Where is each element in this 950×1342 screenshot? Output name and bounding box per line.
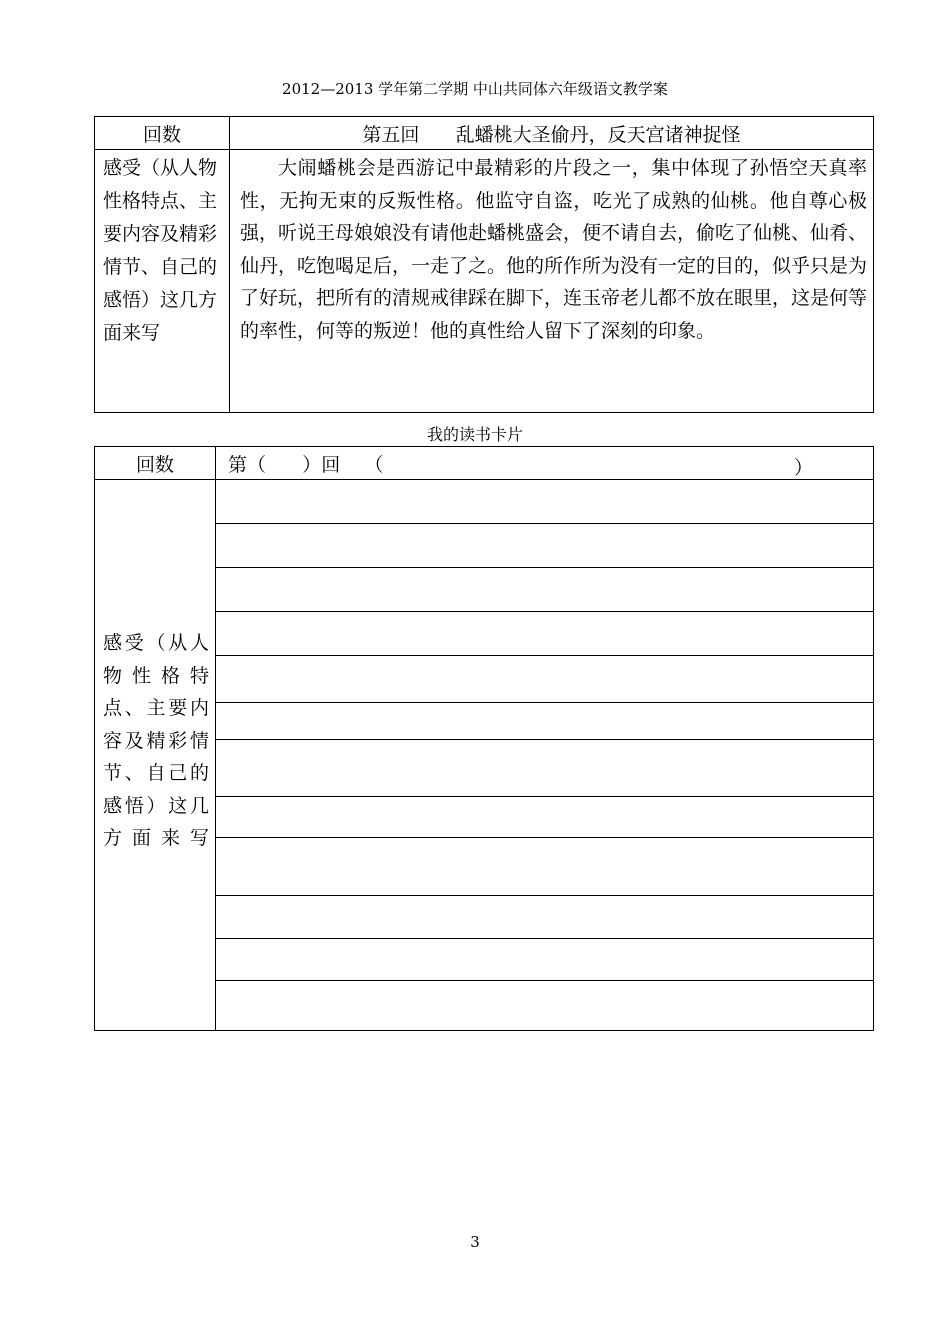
writing-line [216, 567, 873, 568]
chapter-prefix: 第（ ）回 （ [228, 453, 384, 476]
chapter-title: 第五回 乱蟠桃大圣偷丹，反天宫诸神捉怪 [230, 117, 874, 150]
feeling-label: 感受（从人物性格特点、主要内容及精彩情节、自己的感悟）这几方面来写 [103, 632, 209, 849]
example-reading-card [94, 116, 874, 413]
feeling-label-cell [95, 480, 216, 1031]
writing-line [216, 938, 873, 939]
feeling-label: 感受（从人物性格特点、主要内容及精彩情节、自己的感悟）这几方面来写 [95, 150, 230, 413]
feeling-body: 大闹蟠桃会是西游记中最精彩的片段之一，集中体现了孙悟空天真率性，无拘无束的反叛性格。他监守自盗，吃光了成熟的仙桃。他自尊心极强，听说王母娘娘没有请他赴蟠桃盛会，便不请自去，偷吃了仙桃、仙肴、仙丹，吃饱喝足后，一走了之。他的所作所为没有一定的目的，似乎只是为了好玩，把所有的清规戒律踩在脚下，连玉帝老儿都不放在眼里，这是何等的率性，何等的叛逆！他的真性给人留下了深刻的印象。 [230, 150, 874, 413]
writing-line [216, 702, 873, 703]
chapter-col-header: 回数 [95, 117, 230, 150]
chapter-close-paren: ） [793, 457, 813, 479]
writing-line [216, 796, 873, 797]
writing-line [216, 895, 873, 896]
chapter-input-line[interactable] [216, 447, 874, 480]
writing-line [216, 739, 873, 740]
writing-line [216, 980, 873, 981]
writing-area[interactable] [216, 480, 874, 1031]
chapter-col-header: 回数 [95, 447, 216, 480]
writing-line [216, 611, 873, 612]
writing-line [216, 655, 873, 656]
writing-line [216, 837, 873, 838]
my-card-caption: 我的读书卡片 [426, 425, 523, 444]
page-number: 3 [470, 1233, 480, 1251]
writing-lines[interactable] [216, 480, 873, 1030]
my-reading-card [94, 446, 874, 1031]
page-header: 2012—2013 学年第二学期 中山共同体六年级语文教学案 [282, 80, 668, 98]
writing-line [216, 523, 873, 524]
